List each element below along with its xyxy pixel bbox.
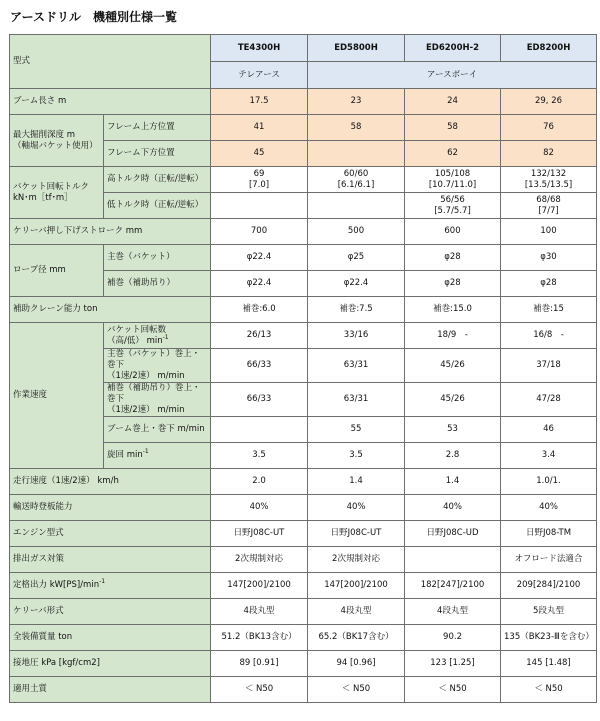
table-cell: 1.4 bbox=[308, 469, 405, 495]
row-label-note: （軸堀バケット使用） bbox=[13, 140, 98, 151]
table-cell: 94 [0.96] bbox=[308, 651, 405, 677]
table-cell: 4段丸型 bbox=[211, 599, 308, 625]
table-cell: ＜ N50 bbox=[405, 677, 501, 703]
table-cell: φ22.4 bbox=[211, 271, 308, 297]
sublabel-line: 補巻（補助吊り）巻上・巻下 bbox=[107, 383, 201, 404]
table-cell: オフロード法適合 bbox=[501, 547, 597, 573]
cell-line: [13.5/13.5] bbox=[524, 179, 573, 190]
cell-line: [5.7/5.7] bbox=[434, 205, 471, 216]
table-cell: φ25 bbox=[308, 245, 405, 271]
table-cell: 209[284]/2100 bbox=[501, 573, 597, 599]
gradeability-row bbox=[10, 495, 597, 521]
table-cell: 2次規制対応 bbox=[308, 547, 405, 573]
table-cell: 1.4 bbox=[405, 469, 501, 495]
row-sublabel bbox=[104, 443, 211, 469]
table-cell: 24 bbox=[405, 89, 501, 115]
soil-row bbox=[10, 677, 597, 703]
table-cell: 58 bbox=[308, 115, 405, 141]
unit-superscript: -1 bbox=[142, 448, 149, 456]
sublabel-text: （1速/2速） bbox=[107, 371, 155, 381]
table-cell: 147[200]/2100 bbox=[308, 573, 405, 599]
table-cell: 1.0/1. bbox=[501, 469, 597, 495]
table-cell: φ22.4 bbox=[211, 245, 308, 271]
table-cell: 16/8 - bbox=[501, 323, 597, 349]
table-cell: 2次規制対応 bbox=[211, 547, 308, 573]
table-cell: 補巻:6.0 bbox=[211, 297, 308, 323]
row-group-label bbox=[10, 115, 104, 167]
table-cell: 23 bbox=[308, 89, 405, 115]
cell-line: [10.7/11.0] bbox=[428, 179, 477, 190]
sublabel-unit: m/min bbox=[157, 371, 185, 381]
kelly-stroke-row bbox=[10, 219, 597, 245]
row-label: 最大掘削深度 m bbox=[13, 129, 75, 140]
table-cell bbox=[211, 417, 308, 443]
row-sublabel: フレーム下方位置 bbox=[104, 141, 211, 167]
table-cell: 62 bbox=[405, 141, 501, 167]
emission-row bbox=[10, 547, 597, 573]
row-label: 補助クレーン能力 ton bbox=[10, 297, 211, 323]
table-cell: 51.2（BK13含む） bbox=[211, 625, 308, 651]
table-cell: 45 bbox=[211, 141, 308, 167]
table-cell: 45/26 bbox=[405, 349, 501, 383]
table-cell: 65.2（BK17含む） bbox=[308, 625, 405, 651]
model-header: ED5800H bbox=[308, 35, 405, 62]
cell-line: 105/108 bbox=[434, 168, 471, 179]
table-cell: 135（BK23-Ⅲを含む） bbox=[501, 625, 597, 651]
table-cell: 600 bbox=[405, 219, 501, 245]
cell-line: 68/68 bbox=[536, 194, 561, 205]
table-cell: 40% bbox=[211, 495, 308, 521]
table-cell: ＜ N50 bbox=[501, 677, 597, 703]
row-label: ケリーバ形式 bbox=[10, 599, 211, 625]
table-cell: 26/13 bbox=[211, 323, 308, 349]
ground-pressure-row bbox=[10, 651, 597, 677]
table-cell bbox=[501, 193, 597, 219]
model-row bbox=[10, 35, 597, 62]
unit-superscript: -1 bbox=[99, 578, 106, 586]
row-label: エンジン型式 bbox=[10, 521, 211, 547]
row-sublabel: フレーム上方位置 bbox=[104, 115, 211, 141]
row-sublabel: 主巻（バケット） bbox=[104, 245, 211, 271]
row-sublabel: 高トルク時（正転/逆転） bbox=[104, 167, 211, 193]
cell-line: 132/132 bbox=[530, 168, 567, 179]
table-cell: 46 bbox=[501, 417, 597, 443]
row-label: 走行速度（1速/2速） km/h bbox=[10, 469, 211, 495]
table-cell: 63/31 bbox=[308, 349, 405, 383]
row-label: ケリーバ押し下げストローク mm bbox=[10, 219, 211, 245]
engine-row bbox=[10, 521, 597, 547]
kelly-type-row bbox=[10, 599, 597, 625]
sublabel-line: バケット回転数 bbox=[107, 324, 167, 335]
table-cell: 17.5 bbox=[211, 89, 308, 115]
row-sublabel bbox=[104, 383, 211, 417]
table-cell: 3.5 bbox=[211, 443, 308, 469]
cell-line: 56/56 bbox=[440, 194, 465, 205]
unit-superscript: -1 bbox=[162, 333, 169, 341]
depth-upper-row bbox=[10, 115, 597, 141]
table-cell: 53 bbox=[405, 417, 501, 443]
table-cell: 66/33 bbox=[211, 383, 308, 417]
row-label: バケット回転トルク bbox=[13, 181, 89, 192]
sublabel-text: （高/低） min bbox=[107, 335, 163, 346]
table-cell: 145 [1.48] bbox=[501, 651, 597, 677]
row-sublabel: 補巻（補助吊り） bbox=[104, 271, 211, 297]
table-cell bbox=[211, 167, 308, 193]
sublabel-line: 主巻（バケット）巻上・巻下 bbox=[107, 349, 201, 370]
travel-row bbox=[10, 469, 597, 495]
sublabel-line bbox=[107, 333, 207, 347]
table-cell bbox=[308, 193, 405, 219]
table-cell: 4段丸型 bbox=[308, 599, 405, 625]
table-cell bbox=[405, 167, 501, 193]
table-cell: 55 bbox=[308, 417, 405, 443]
row-sublabel: ブーム巻上・巻下 m/min bbox=[104, 417, 211, 443]
table-cell: 5段丸型 bbox=[501, 599, 597, 625]
table-cell: 147[200]/2100 bbox=[211, 573, 308, 599]
row-group-label bbox=[10, 167, 104, 219]
sublabel-line: （1速/2速） m/min bbox=[107, 405, 185, 415]
table-cell bbox=[308, 167, 405, 193]
table-cell: 100 bbox=[501, 219, 597, 245]
table-cell: 66/33 bbox=[211, 349, 308, 383]
spec-table bbox=[9, 34, 597, 703]
torque-high-row bbox=[10, 167, 597, 193]
table-cell: 3.4 bbox=[501, 443, 597, 469]
table-cell: 41 bbox=[211, 115, 308, 141]
row-label: 適用土質 bbox=[10, 677, 211, 703]
table-cell: φ22.4 bbox=[308, 271, 405, 297]
rope-main-row bbox=[10, 245, 597, 271]
table-cell: 補巻:7.5 bbox=[308, 297, 405, 323]
table-cell: 76 bbox=[501, 115, 597, 141]
cell-line: 60/60 bbox=[343, 168, 369, 179]
table-cell: 4段丸型 bbox=[405, 599, 501, 625]
cell-line: [7/7] bbox=[538, 205, 559, 216]
row-label-unit: kN･m［tf･m］ bbox=[13, 192, 73, 203]
model-header: TE4300H bbox=[211, 35, 308, 62]
table-cell: 日野J08-TM bbox=[501, 521, 597, 547]
table-cell: 40% bbox=[501, 495, 597, 521]
table-cell: φ30 bbox=[501, 245, 597, 271]
table-cell: 日野J08C-UT bbox=[308, 521, 405, 547]
table-cell: 40% bbox=[308, 495, 405, 521]
row-label-text: 定格出力 kW[PS]/min bbox=[13, 580, 100, 590]
table-cell: 500 bbox=[308, 219, 405, 245]
table-cell: 82 bbox=[501, 141, 597, 167]
table-cell: 2.8 bbox=[405, 443, 501, 469]
page-title: アースドリル 機種別仕様一覧 bbox=[10, 10, 178, 24]
table-cell: φ28 bbox=[405, 271, 501, 297]
table-cell: 45/26 bbox=[405, 383, 501, 417]
table-cell: 47/28 bbox=[501, 383, 597, 417]
table-cell: 700 bbox=[211, 219, 308, 245]
table-cell bbox=[211, 193, 308, 219]
table-cell: 29, 26 bbox=[501, 89, 597, 115]
boom-length-row bbox=[10, 89, 597, 115]
table-cell: 63/31 bbox=[308, 383, 405, 417]
table-cell bbox=[405, 547, 501, 573]
table-cell: φ28 bbox=[501, 271, 597, 297]
row-label: ロープ径 mm bbox=[10, 245, 104, 297]
table-cell: 3.5 bbox=[308, 443, 405, 469]
table-cell: 2.0 bbox=[211, 469, 308, 495]
model-header: ED6200H-2 bbox=[405, 35, 501, 62]
maker-name: アースボーイ bbox=[308, 62, 597, 89]
table-cell: 40% bbox=[405, 495, 501, 521]
table-cell: 37/18 bbox=[501, 349, 597, 383]
table-cell: 18/9 - bbox=[405, 323, 501, 349]
sublabel-text: 旋回 min bbox=[107, 450, 143, 460]
row-sublabel: 低トルク時（正転/逆転） bbox=[104, 193, 211, 219]
weight-row bbox=[10, 625, 597, 651]
table-cell bbox=[405, 193, 501, 219]
row-label: 全装備質量 ton bbox=[10, 625, 211, 651]
row-label: 作業速度 bbox=[10, 323, 104, 469]
cell-line: [7.0] bbox=[248, 179, 270, 190]
row-label bbox=[10, 573, 211, 599]
output-row bbox=[10, 573, 597, 599]
table-cell bbox=[501, 167, 597, 193]
row-label: 接地圧 kPa [kgf/cm2] bbox=[10, 651, 211, 677]
row-label: ブーム長さ m bbox=[10, 89, 211, 115]
speed-bucket-rot-row bbox=[10, 323, 597, 349]
table-cell: 補巻:15 bbox=[501, 297, 597, 323]
cell-line: 69 bbox=[253, 168, 265, 179]
table-cell: 58 bbox=[405, 115, 501, 141]
model-header: ED8200H bbox=[501, 35, 597, 62]
table-cell: 90.2 bbox=[405, 625, 501, 651]
table-cell: 補巻:15.0 bbox=[405, 297, 501, 323]
table-cell: 89 [0.91] bbox=[211, 651, 308, 677]
table-cell: ＜ N50 bbox=[211, 677, 308, 703]
type-label: 型式 bbox=[10, 35, 211, 89]
cell-line: [6.1/6.1] bbox=[337, 179, 375, 190]
crane-row bbox=[10, 297, 597, 323]
table-cell: φ28 bbox=[405, 245, 501, 271]
sublabel-line bbox=[107, 371, 207, 382]
table-cell bbox=[308, 141, 405, 167]
table-cell: 182[247]/2100 bbox=[405, 573, 501, 599]
row-label: 輸送時登板能力 bbox=[10, 495, 211, 521]
row-label: 排出ガス対策 bbox=[10, 547, 211, 573]
table-cell: 33/16 bbox=[308, 323, 405, 349]
table-cell: 123 [1.25] bbox=[405, 651, 501, 677]
table-cell: ＜ N50 bbox=[308, 677, 405, 703]
row-sublabel bbox=[104, 349, 211, 383]
table-cell: 日野J08C-UD bbox=[405, 521, 501, 547]
table-cell: 日野J08C-UT bbox=[211, 521, 308, 547]
maker-name: テレアース bbox=[211, 62, 308, 89]
row-sublabel bbox=[104, 323, 211, 349]
